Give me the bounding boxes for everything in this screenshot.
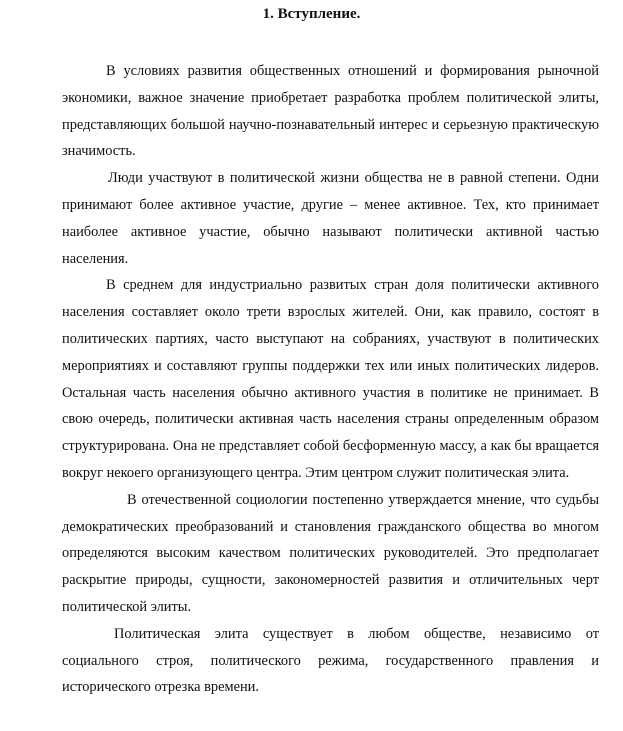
paragraph-sociology: В отечественной социологии постепенно утверждается мнение, что судьбы демократических преобразований и становления гражданского общества во многом определяются высоким качеством политических руководителей. Это предполагает раскрытие природы, сущности, закономерностей развития и отличительных черт политической элиты. [62,491,599,615]
paragraph-active-population: В среднем для индустриально развитых стран доля политически активного населения составляет около трети взрослых жителей. Они, как правило, состоят в политических партиях, часто выступают на собраниях, участвуют в политических мероприятиях и составляют группы поддержки тех или иных политических лидеров. Остальная часть населения обычно активного участия в политике не принимает. В свою очередь, политически активная часть населения страны определенным образом структурирована. Она не представляет собой бесформенную массу, а как бы вращается вокруг некоего организующего центра. Этим центром служит политическая элита. [62,277,599,481]
paragraph-intro: В условиях развития общественных отношений и формирования рыночной экономики, важное значение приобретает разработка проблем политической элиты, представляющих большой научно-познавательный интерес и серьезную практическую значимость. [62,63,599,160]
section-heading: 1. Вступление. [262,6,361,22]
paragraph-elite-existence: Политическая элита существует в любом обществе, независимо от социального строя, политического режима, государственного правления и исторического отрезка времени. [62,625,599,696]
paragraph-participation: Люди участвуют в политической жизни общества не в равной степени. Одни принимают более активное участие, другие – менее активное. Тех, кто принимает наиболее активное участие, обычно называют политически активной частью населения. [62,170,599,267]
document-body [62,58,599,701]
